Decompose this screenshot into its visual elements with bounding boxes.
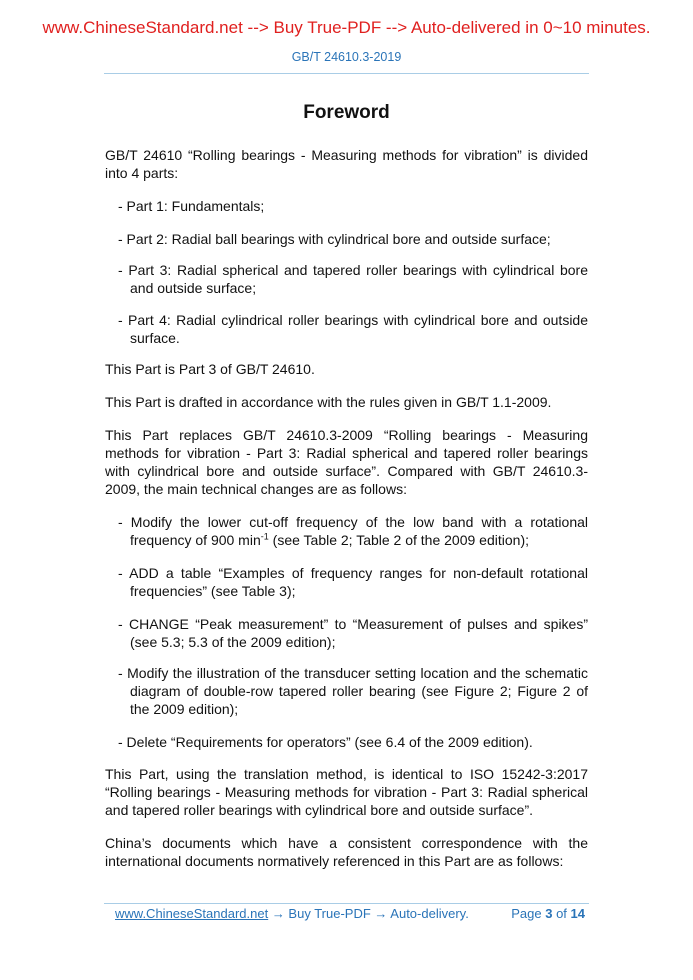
total-pages: 14	[570, 906, 585, 921]
document-code-header: GB/T 24610.3-2019	[291, 50, 402, 64]
paragraph: This Part, using the translation method, is identical to ISO 15242-3:2017 “Rolling bearings - Measuring methods for vibration - Part 3: Radial spherical and tapered roller bearings with cylindrical bore and outside surface”.	[105, 766, 588, 818]
change-text: - Modify the lower cut-off frequency of the low band with a rotational frequency of 900 min	[118, 514, 588, 548]
list-item: - Part 1: Fundamentals;	[118, 198, 265, 214]
change-text: (see Table 2; Table 2 of the 2009 edition);	[268, 532, 529, 548]
list-item: - Modify the illustration of the transducer setting location and the schematic diagram of double-row tapered roller bearing (see Figure 2; Figure 2 of the 2009 edition);	[118, 665, 588, 717]
footer-link[interactable]: www.ChineseStandard.net	[115, 906, 269, 921]
list-item: - Part 3: Radial spherical and tapered roller bearings with cylindrical bore and outside surface;	[118, 262, 588, 296]
page-number: 3	[545, 906, 553, 921]
page-title: Foreword	[303, 102, 390, 123]
list-item: - Delete “Requirements for operators” (see 6.4 of the 2009 edition).	[118, 734, 533, 750]
list-item: - CHANGE “Peak measurement” to “Measurement of pulses and spikes” (see 5.3; 5.3 of the 2009 edition);	[118, 616, 588, 650]
paragraph: This Part is drafted in accordance with the rules given in GB/T 1.1-2009.	[105, 394, 552, 410]
paragraph: China’s documents which have a consistent correspondence with the international documents normatively referenced in this Part are as follows:	[105, 835, 588, 869]
list-item	[118, 513, 588, 549]
footer-divider	[104, 903, 589, 904]
intro-paragraph: GB/T 24610 “Rolling bearings - Measuring methods for vibration” is divided into 4 parts:	[105, 147, 588, 181]
list-item: - Part 2: Radial ball bearings with cylindrical bore and outside surface;	[118, 231, 551, 247]
header-divider	[104, 73, 589, 74]
paragraph: This Part replaces GB/T 24610.3-2009 “Rolling bearings - Measuring methods for vibration - Part 3: Radial spherical and tapered roller bearings with cylindrical bore and outside surface”. Compared with GB/T 24610.3-2009, the main technical changes are as follows:	[105, 427, 588, 497]
footer	[115, 906, 585, 921]
page-label: Page	[511, 906, 542, 921]
superscript: -1	[260, 531, 269, 542]
page-indicator	[511, 906, 585, 921]
promo-banner: www.ChineseStandard.net --> Buy True-PDF --> Auto-delivered in 0~10 minutes.	[42, 18, 651, 37]
footer-text: → Buy True-PDF → Auto-delivery.	[268, 906, 469, 921]
of-label: of	[556, 906, 567, 921]
list-item: - Part 4: Radial cylindrical roller bearings with cylindrical bore and outside surface.	[118, 312, 588, 346]
paragraph: This Part is Part 3 of GB/T 24610.	[105, 361, 315, 377]
list-item: - ADD a table “Examples of frequency ranges for non-default rotational frequencies” (see Table 3);	[118, 565, 588, 599]
